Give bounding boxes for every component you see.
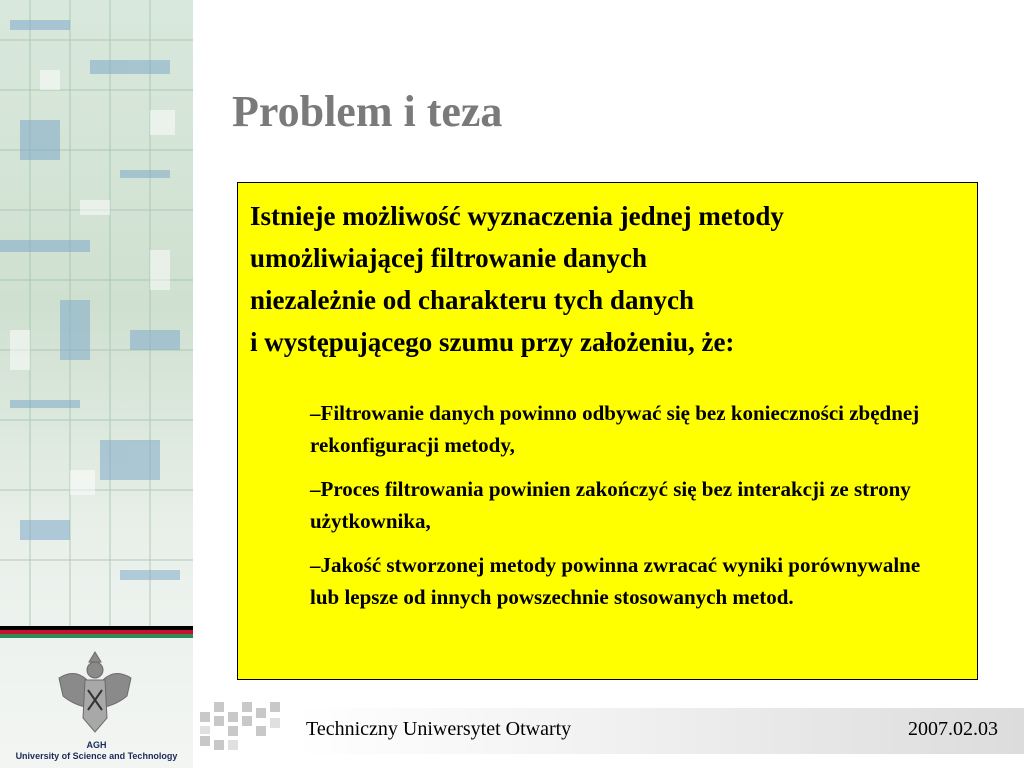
list-item-text: Proces filtrowania powinien zakończyć się bez interakcji ze strony użytkownika, (310, 477, 911, 533)
dash-marker: – (310, 477, 321, 501)
decorative-squares-icon (196, 698, 292, 758)
university-caption (0, 740, 193, 762)
list-item (310, 473, 930, 537)
list-item-text: Jakość stworzonej metody powinna zwracać wyniki porównywalne lub lepsze od innych powszechnie stosowanych metod. (310, 553, 921, 609)
thesis-statement (250, 195, 970, 363)
decorative-sidebar (0, 0, 193, 768)
agh-emblem-icon (55, 648, 135, 736)
footer-institution: Techniczny Uniwersytet Otwarty (306, 718, 572, 740)
footer-bar (296, 708, 1024, 754)
thesis-line: umożliwiającej filtrowanie danych (250, 243, 647, 273)
slide-title: Problem i teza (232, 87, 503, 136)
dash-marker: – (310, 401, 321, 425)
circuit-texture-graphic (0, 0, 193, 626)
list-item-text: Filtrowanie danych powinno odbywać się bez konieczności zbędnej rekonfiguracji metody, (310, 401, 920, 457)
logo-line-agh: AGH (86, 740, 107, 750)
tricolor-stripes (0, 626, 193, 638)
logo-line-university: University of Science and Technology (15, 751, 178, 761)
thesis-box (237, 182, 978, 680)
footer-date: 2007.02.03 (908, 718, 998, 740)
thesis-line: i występującego szumu przy założeniu, że: (250, 327, 735, 357)
thesis-line: niezależnie od charakteru tych danych (250, 285, 694, 315)
list-item (310, 397, 930, 461)
dash-marker: – (310, 553, 321, 577)
thesis-line: Istnieje możliwość wyznaczenia jednej metody (250, 201, 784, 231)
list-item (310, 549, 930, 613)
assumption-list (310, 397, 930, 625)
